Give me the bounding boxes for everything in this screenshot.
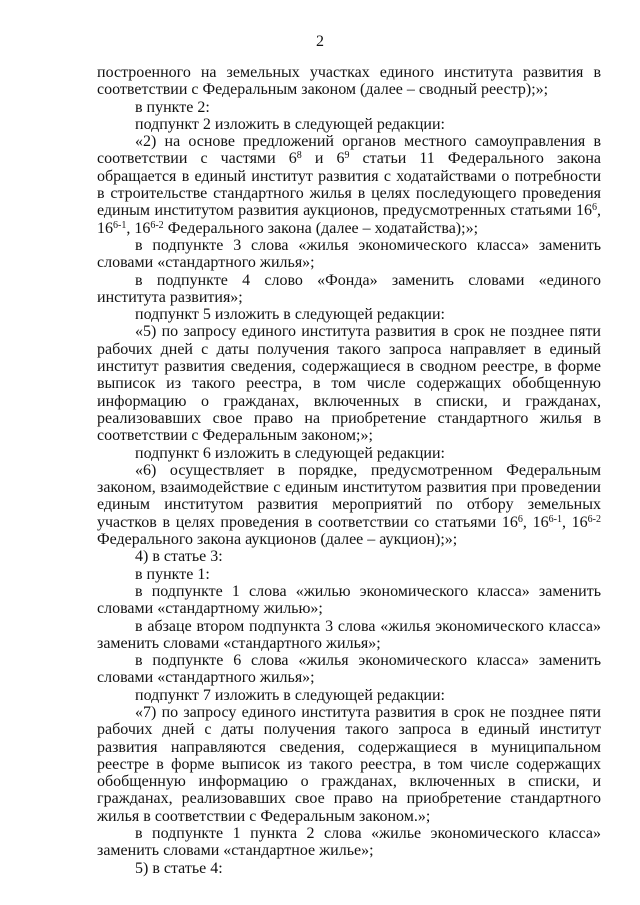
- paragraph: в подпункте 6 слова «жилья экономического класса» заменить словами «стандартного жилья»;: [97, 652, 601, 687]
- paragraph: подпункт 2 изложить в следующей редакции:: [135, 115, 445, 133]
- paragraph: в пункте 1:: [135, 565, 210, 583]
- paragraph: «7) по запросу единого института развития в срок не позднее пяти рабочих дней с даты получения такого запроса в единый институт развития направляются сведения, содержащиеся в муниципальном реестре в форме выписок из такого реестра, в том числе содержащих обобщенную информацию о гражданах, включенных в списки, и гражданах, реализовавших свое право на приобретение стандартного жилья в соответствии с Федеральным законом.»;: [97, 703, 601, 825]
- paragraph: «6) осуществляет в порядке, предусмотренном Федеральным законом, взаимодействие с единым институтом развития при проведении единым институтом развития мероприятий по отбору земельных участков в целях проведения в соответствии со статьями $16^6$, 16$^{6-1}$, 16$^{6-2}$ Федерального закона аукционов (далее – аукцион);»;: [97, 461, 602, 549]
- document-body: [97, 64, 601, 877]
- paragraph: подпункт 5 изложить в следующей редакции:: [135, 306, 445, 324]
- paragraph: в подпункте 1 пункта 2 слова «жилье экономического класса» заменить словами «стандартное жилье»;: [97, 825, 601, 860]
- paragraph: подпункт 6 изложить в следующей редакции:: [135, 444, 445, 462]
- paragraph: в абзаце втором подпункта 3 слова «жилья экономического класса» заменить словами «стандартного жилья»;: [97, 617, 601, 652]
- paragraph: 4) в статье 3:: [135, 548, 223, 566]
- paragraph: в пункте 2:: [135, 98, 210, 116]
- paragraph: 5) в статье 4:: [135, 859, 223, 877]
- page-number: 2: [316, 33, 324, 50]
- paragraph: в подпункте 3 слова «жилья экономического класса» заменить словами «стандартного жилья»;: [97, 236, 601, 272]
- paragraph: построенного на земельных участках единого института развития в соответствии с Федеральным законом (далее – сводный реестр);»;: [97, 64, 601, 99]
- paragraph: «5) по запросу единого института развития в срок не позднее пяти рабочих дней с даты получения такого запроса направляет в единый институт развития сведения, содержащиеся в сводном реестре, в форме выписок из такого реестра, в том числе содержащих обобщенную информацию о гражданах, включенных в списки, и гражданах, реализовавших свое право на приобретение стандартного жилья в соответствии с Федеральным законом;»;: [97, 323, 601, 445]
- paragraph: в подпункте 4 слово «Фонда» заменить словами «единого института развития»;: [97, 271, 601, 306]
- paragraph: подпункт 7 изложить в следующей редакции:: [135, 686, 445, 704]
- paragraph: в подпункте 1 слова «жилью экономического класса» заменить словами «стандартному жилью»;: [97, 582, 601, 618]
- paragraph: «2) на основе предложений органов местного самоуправления в соответствии с частями $6^8$ и $6^9$ статьи 11 Федерального закона обращается в единый институт развития с ходатайствами о потребности в строительстве стандартного жилья в целях последующего проведения единым институтом развития аукционов, предусмотренных статьями $16^6$, 16$^{6-1}$, 16$^{6-2}$ Федерального закона (далее – ходатайства);»;: [97, 133, 601, 237]
